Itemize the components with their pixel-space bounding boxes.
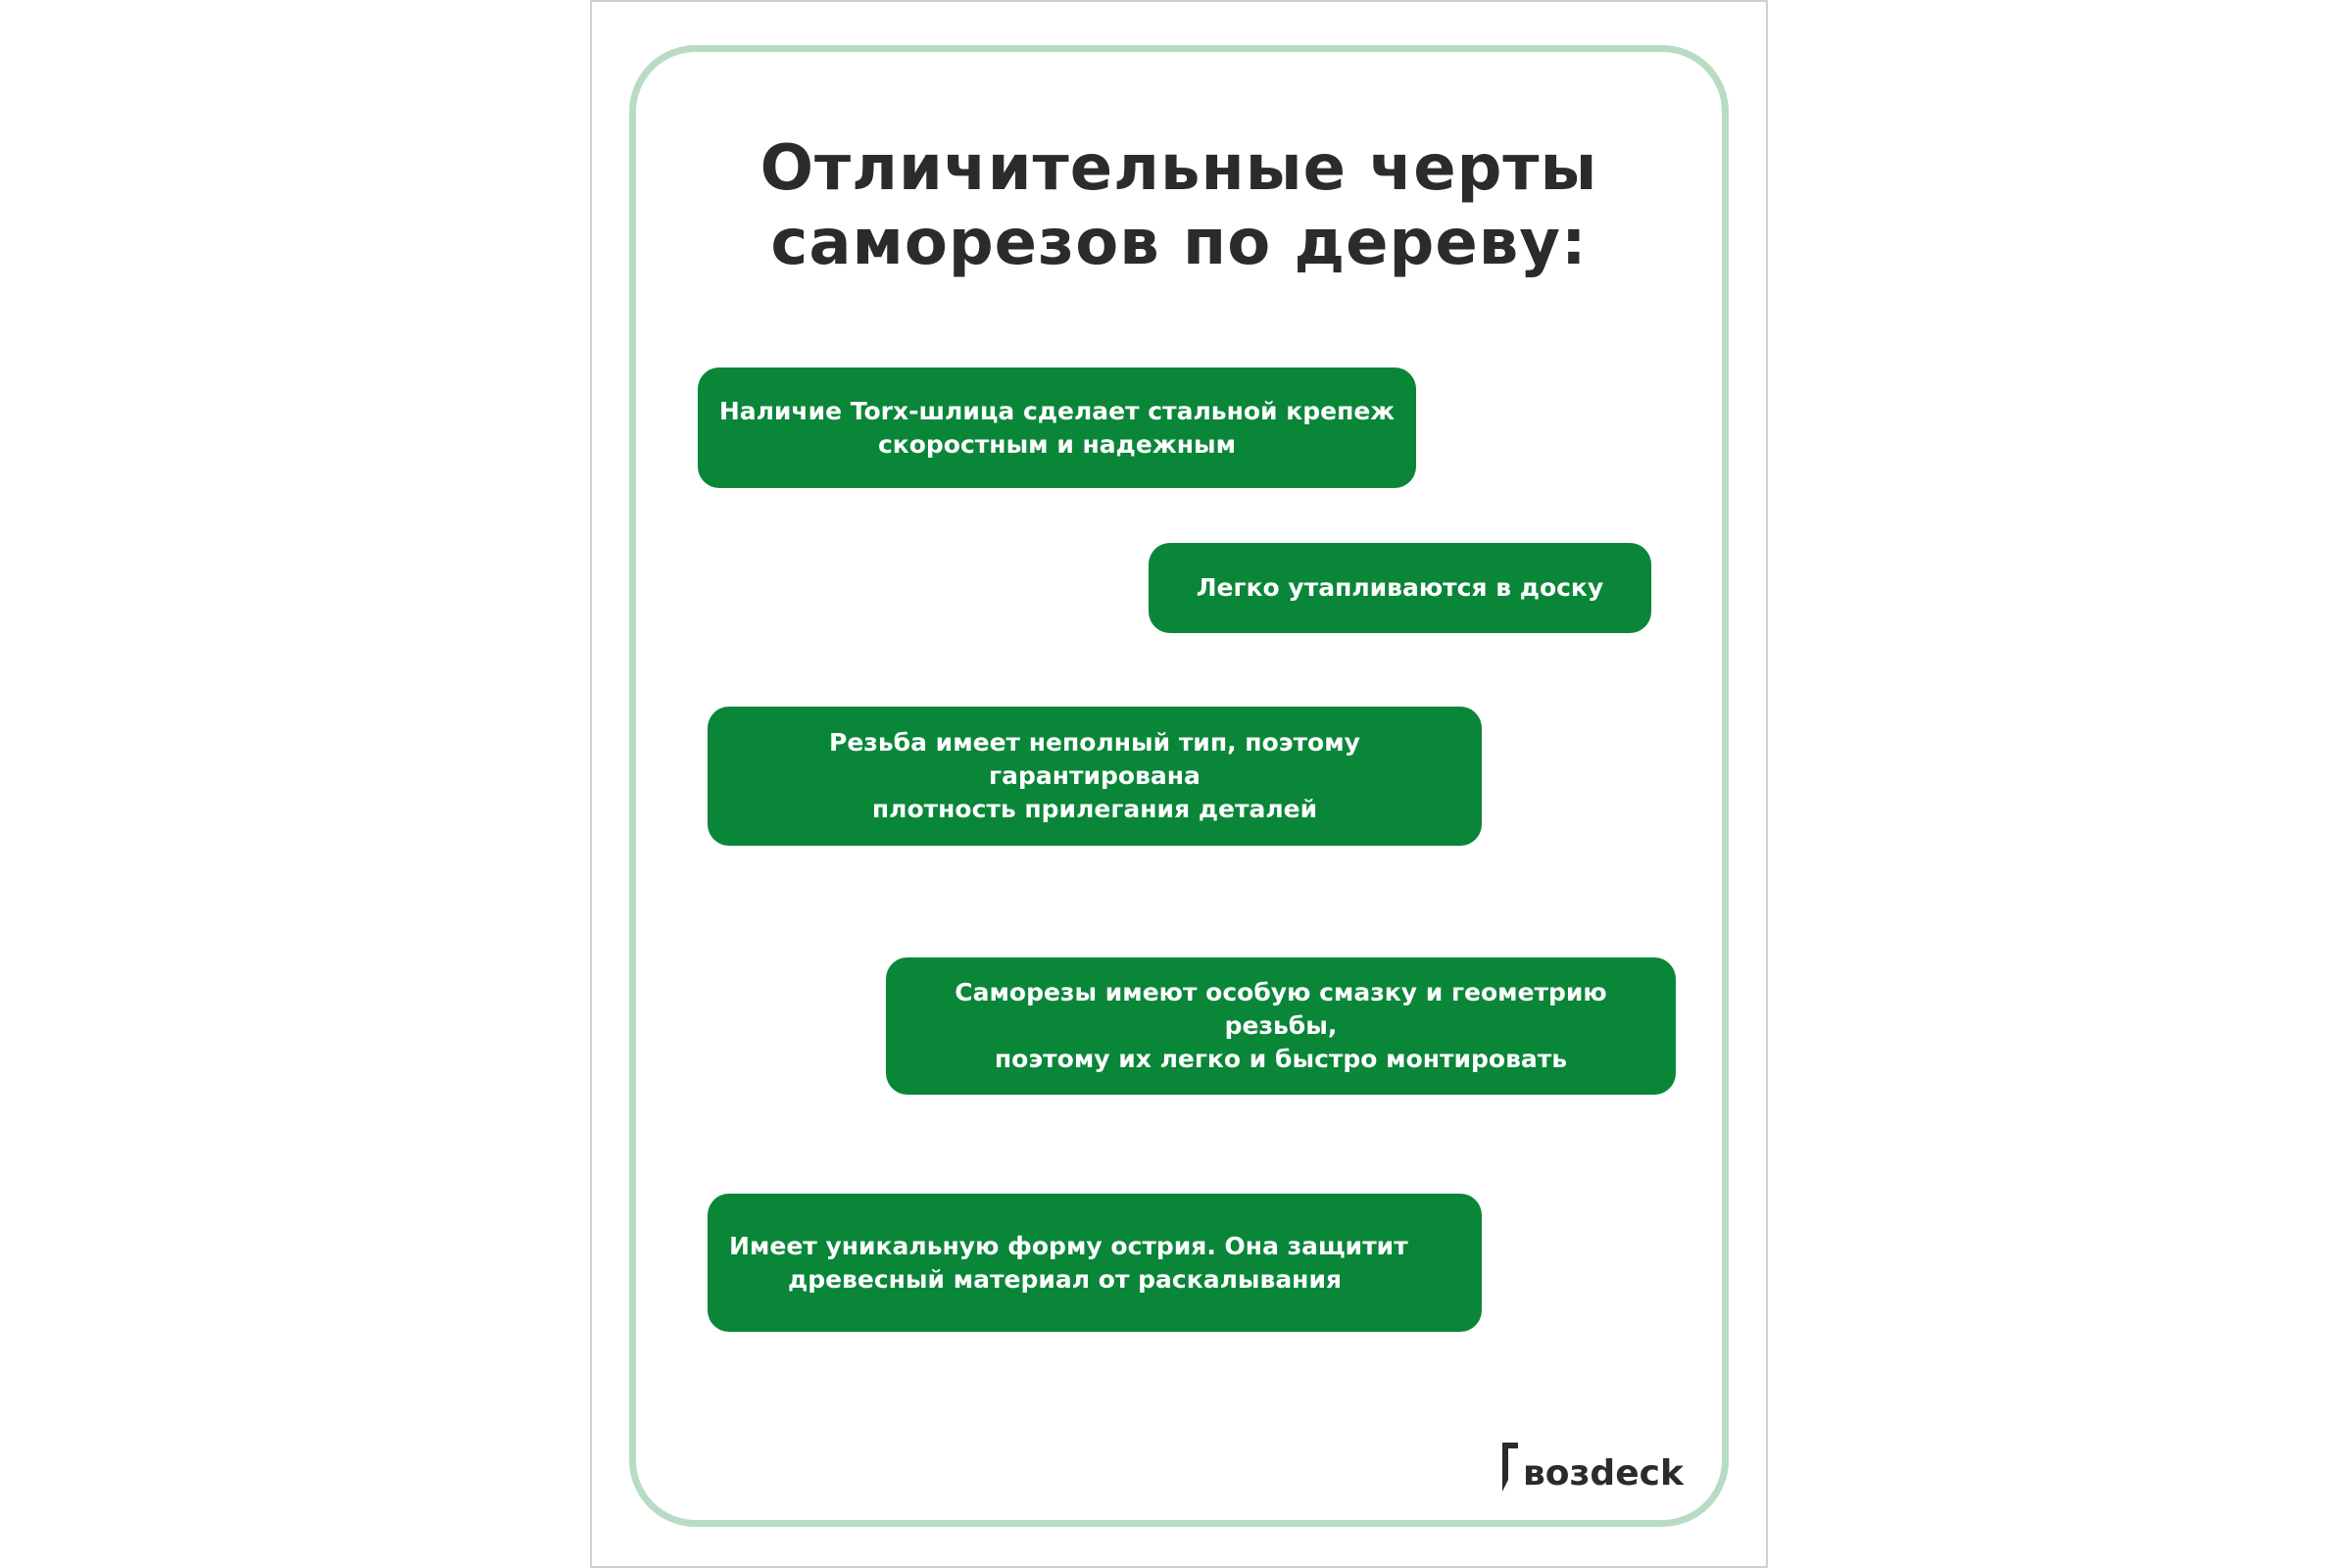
g-letter-mark-icon [1501, 1441, 1519, 1494]
feature-box-torx [698, 368, 1416, 488]
feature-text-line: поэтому их легко и быстро монтировать [994, 1045, 1568, 1073]
feature-box-lubricant [886, 957, 1676, 1095]
title-line-2: саморезов по дереву: [770, 207, 1588, 279]
feature-box-countersink [1149, 543, 1651, 633]
feature-text-line: Резьба имеет неполный тип, поэтому гарантирована [829, 728, 1360, 790]
feature-text-line: Имеет уникальную форму острия. Она защитит [729, 1231, 1408, 1260]
feature-text-line: Наличие Torx-шлица сделает стальной крепеж [718, 396, 1396, 425]
page-title [629, 131, 1729, 280]
brand-logo [1501, 1439, 1684, 1494]
feature-box-thread [708, 707, 1482, 846]
feature-text-line: Саморезы имеют особую смазку и геометрию резьбы, [955, 978, 1607, 1040]
feature-text-line: Легко утапливаются в доску [1196, 573, 1604, 602]
title-line-1: Отличительные черты [760, 132, 1598, 205]
feature-text-line: древесный материал от раскалывания [788, 1264, 1343, 1294]
brand-name: возdeck [1523, 1453, 1684, 1494]
feature-box-tip [708, 1194, 1482, 1332]
feature-text-line: плотность прилегания деталей [871, 795, 1318, 823]
feature-text-line: скоростным и надежным [877, 429, 1237, 459]
